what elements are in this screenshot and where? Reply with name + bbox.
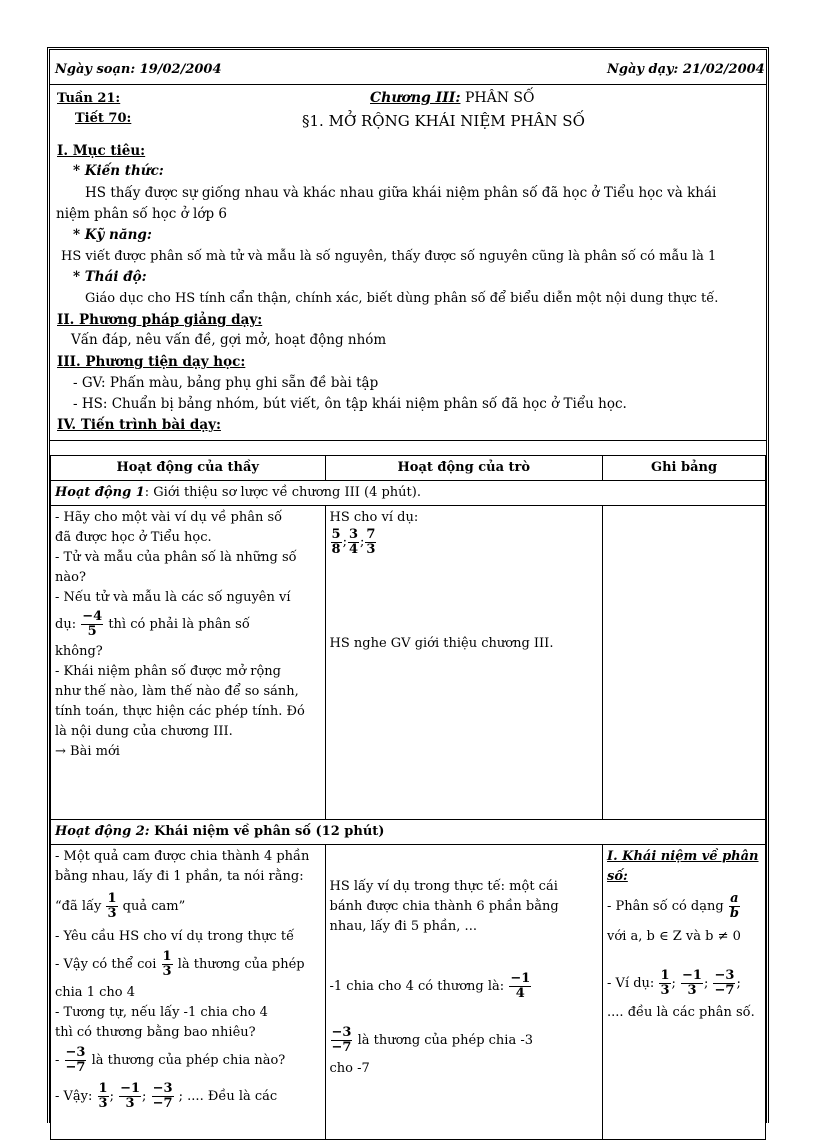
list-item: HS cho ví dụ: bbox=[329, 510, 419, 525]
text: - Vậy: bbox=[55, 1089, 93, 1104]
list-item bbox=[330, 1023, 599, 1059]
act2-teacher-cell bbox=[51, 845, 326, 1140]
text: quả cam” bbox=[122, 899, 186, 914]
numerator: 3 bbox=[348, 527, 358, 542]
numerator: 1 bbox=[107, 891, 117, 907]
knowledge-text-2: niệm phân số học ở lớp 6 bbox=[56, 206, 228, 222]
chapter-heading bbox=[370, 90, 534, 106]
date-taught: Ngày dạy: 21/02/2004 bbox=[607, 62, 765, 77]
list-item: như thế nào, làm thế nào để so sánh, bbox=[55, 684, 299, 699]
text: là thương của phép bbox=[177, 957, 305, 972]
list-item: nhau, lấy đi 5 phần, ... bbox=[329, 919, 477, 934]
denominator: −7 bbox=[152, 1096, 173, 1111]
list-item: là nội dung của chương III. bbox=[55, 724, 233, 739]
list-item: - Tử và mẫu của phân số là những số bbox=[55, 550, 297, 565]
numerator: −3 bbox=[152, 1081, 173, 1097]
act1-teacher-cell bbox=[51, 506, 326, 820]
list-item bbox=[55, 947, 321, 983]
denominator: 3 bbox=[162, 964, 172, 979]
text: - Phân số có dạng bbox=[607, 899, 724, 914]
list-item: bánh được chia thành 6 phần bằng bbox=[329, 899, 559, 914]
list-item: đã được học ở Tiểu học. bbox=[55, 530, 212, 545]
header-divider bbox=[50, 84, 766, 85]
text: ; bbox=[736, 976, 741, 991]
numerator: −3 bbox=[331, 1025, 352, 1041]
numerator: 7 bbox=[366, 527, 376, 542]
col-student: Hoạt động của trò bbox=[325, 456, 603, 481]
list-item bbox=[330, 967, 599, 1007]
list-item: - Tương tự, nếu lấy -1 chia cho 4 bbox=[55, 1005, 268, 1020]
list-item: - Khái niệm phân số được mở rộng bbox=[55, 664, 281, 679]
objectives-heading: I. Mục tiêu: bbox=[57, 143, 146, 159]
skills-text: HS viết được phân số mà tử và mẫu là số nguyên, thấy được số nguyên cũng là phân số có mẫu là 1 bbox=[61, 249, 717, 264]
fraction bbox=[659, 969, 670, 997]
list-item: HS nghe GV giới thiệu chương III. bbox=[329, 636, 554, 652]
text: “đã lấy bbox=[55, 899, 102, 914]
list-item: - Yêu cầu HS cho ví dụ trong thực tế bbox=[55, 929, 295, 944]
text: ; .... Đều là các bbox=[178, 1089, 278, 1104]
numerator: 1 bbox=[98, 1081, 108, 1097]
text: - Vậy có thể coi bbox=[55, 957, 157, 972]
activity-1-label: Hoạt động 1 bbox=[55, 485, 145, 500]
numerator: 1 bbox=[660, 968, 670, 984]
list-item: tính toán, thực hiện các phép tính. Đó bbox=[55, 704, 305, 719]
activity-2-text: Khái niệm về phân số (12 phút) bbox=[149, 824, 385, 839]
fraction bbox=[365, 528, 376, 556]
section-divider bbox=[50, 440, 766, 441]
text: -1 chia cho 4 có thương là: bbox=[329, 979, 505, 994]
chapter-label: Chương III: bbox=[370, 90, 461, 106]
numerator: 1 bbox=[162, 949, 172, 965]
list-item: → Bài mới bbox=[55, 744, 120, 759]
list-item: - Vậy: $\frac{1}{3}$ ; $\frac{-1}{3}$ ; $\frac{-3}{-7}$ ; .... Đều là các bbox=[55, 1081, 278, 1111]
fraction bbox=[106, 892, 117, 920]
list-item: - Hãy cho một vài ví dụ về phân số bbox=[55, 510, 283, 525]
board-heading-cont: số: bbox=[607, 869, 628, 884]
act1-student-cell bbox=[325, 506, 603, 820]
activity-2-label: Hoạt động 2: bbox=[55, 824, 150, 839]
denominator: −7 bbox=[331, 1040, 352, 1055]
fraction bbox=[348, 528, 359, 556]
tools-heading: III. Phương tiện dạy học: bbox=[57, 354, 246, 370]
board-heading: I. Khái niệm về phân bbox=[607, 849, 759, 864]
knowledge-label: * Kiến thức: bbox=[73, 163, 164, 179]
denominator: 5 bbox=[87, 624, 97, 639]
fraction bbox=[509, 972, 531, 1000]
denominator: 3 bbox=[687, 983, 697, 998]
denominator: −7 bbox=[714, 983, 735, 998]
activity-1-text: : Giới thiệu sơ lược về chương III (4 phút). bbox=[144, 485, 421, 500]
list-item: không? bbox=[55, 644, 103, 659]
activity-1-title bbox=[51, 481, 766, 506]
denominator: 3 bbox=[660, 983, 670, 998]
activity-2-row bbox=[51, 820, 766, 845]
list-item: nào? bbox=[55, 570, 86, 585]
denominator: 3 bbox=[107, 906, 117, 921]
activity-1-row bbox=[51, 481, 766, 506]
date-prepared: Ngày soạn: 19/02/2004 bbox=[55, 62, 222, 77]
tools-hs: - HS: Chuẩn bị bảng nhóm, bút viết, ôn tập khái niệm phân số đã học ở Tiểu học. bbox=[73, 396, 627, 412]
fraction bbox=[331, 1026, 353, 1054]
numerator: −4 bbox=[82, 609, 103, 625]
list-item: - Một quả cam được chia thành 4 phần bbox=[55, 849, 310, 864]
col-teacher: Hoạt động của thầy bbox=[51, 456, 326, 481]
denominator: b bbox=[729, 906, 739, 921]
activity-1-content bbox=[51, 506, 766, 820]
attitude-text: Giáo dục cho HS tính cẩn thận, chính xác, biết dùng phân số để biểu diễn một nội dung thực tế. bbox=[85, 291, 719, 306]
chapter-name: PHÂN SỐ bbox=[460, 90, 535, 106]
attitude-label: * Thái độ: bbox=[73, 269, 147, 285]
methods-heading: II. Phương pháp giảng dạy: bbox=[57, 312, 263, 328]
text: là thương của phép chia -3 bbox=[357, 1033, 534, 1048]
lesson-table bbox=[50, 455, 766, 1140]
list-item bbox=[55, 608, 321, 642]
list-item: - Nếu tử và mẫu là các số nguyên ví bbox=[55, 590, 291, 605]
fraction bbox=[162, 950, 173, 978]
tools-gv: - GV: Phấn màu, bảng phụ ghi sẵn đề bài tập bbox=[73, 375, 379, 391]
list-item: HS lấy ví dụ trong thực tế: một cái bbox=[329, 879, 558, 894]
list-item: .... đều là các phân số. bbox=[607, 1005, 755, 1020]
act1-board-cell bbox=[603, 506, 766, 820]
denominator: 3 bbox=[125, 1096, 135, 1111]
skills-label: * Kỹ năng: bbox=[73, 227, 152, 243]
denominator: 8 bbox=[331, 541, 341, 557]
numerator: −1 bbox=[510, 971, 531, 987]
denominator: 4 bbox=[348, 541, 358, 557]
table-header-row bbox=[51, 456, 766, 481]
list-item: bằng nhau, lấy đi 1 phần, ta nói rằng: bbox=[55, 869, 304, 884]
fraction bbox=[331, 528, 342, 556]
list-item: với a, b ∈ Z và b ≠ 0 bbox=[607, 929, 741, 944]
denominator: 3 bbox=[98, 1096, 108, 1111]
list-item: chia 1 cho 4 bbox=[55, 985, 135, 1000]
methods-text: Vấn đáp, nêu vấn đề, gợi mở, hoạt động nhóm bbox=[71, 332, 387, 348]
numerator: −1 bbox=[120, 1081, 141, 1097]
fraction bbox=[713, 969, 735, 997]
list-item: - Ví dụ: $\frac{1}{3}$ ; $\frac{-1}{3}$ ; $\frac{-3}{-7}$ ; bbox=[607, 968, 741, 998]
numerator: −3 bbox=[714, 968, 735, 984]
fraction bbox=[65, 1046, 87, 1074]
numerator: −1 bbox=[682, 968, 702, 984]
activity-2-title bbox=[51, 820, 766, 845]
list-item: cho -7 bbox=[329, 1061, 370, 1076]
text: - Ví dụ: bbox=[607, 976, 655, 991]
week-label: Tuần 21: bbox=[57, 91, 121, 106]
list-item bbox=[607, 887, 761, 927]
list-item: thì có thương bằng bao nhiêu? bbox=[55, 1025, 256, 1040]
fraction bbox=[729, 892, 740, 920]
fraction bbox=[152, 1082, 174, 1110]
denominator: 4 bbox=[515, 986, 525, 1001]
knowledge-text-1: HS thấy được sự giống nhau và khác nhau giữa khái niệm phân số đã học ở Tiểu học và khái bbox=[85, 185, 717, 201]
denominator: 3 bbox=[366, 541, 376, 557]
fraction bbox=[98, 1082, 109, 1110]
fraction-examples: $\frac{5}{8}$ ; $\frac{3}{4}$ ; $\frac{7}{3}$ bbox=[331, 527, 376, 557]
lesson-label: Tiết 70: bbox=[75, 111, 132, 126]
activity-2-content bbox=[51, 845, 766, 1140]
act2-board-cell bbox=[603, 845, 766, 1140]
denominator: −7 bbox=[65, 1060, 86, 1075]
col-board: Ghi bảng bbox=[603, 456, 766, 481]
fraction bbox=[119, 1082, 141, 1110]
process-heading: IV. Tiến trình bài dạy: bbox=[57, 417, 221, 433]
lesson-title: §1. MỞ RỘNG KHÁI NIỆM PHÂN SỐ bbox=[302, 112, 585, 130]
numerator: 5 bbox=[331, 527, 341, 542]
numerator: −3 bbox=[65, 1045, 86, 1061]
numerator: a bbox=[730, 891, 739, 907]
text: dụ: bbox=[55, 617, 77, 632]
fraction bbox=[681, 969, 703, 997]
list-item bbox=[55, 887, 321, 927]
fraction bbox=[81, 610, 103, 638]
text: thì có phải là phân số bbox=[108, 617, 250, 632]
list-item: - $\frac{-3}{-7}$ là thương của phép chia nào? bbox=[55, 1045, 286, 1075]
text: là thương của phép chia nào? bbox=[91, 1053, 286, 1068]
act2-student-cell bbox=[325, 845, 603, 1140]
